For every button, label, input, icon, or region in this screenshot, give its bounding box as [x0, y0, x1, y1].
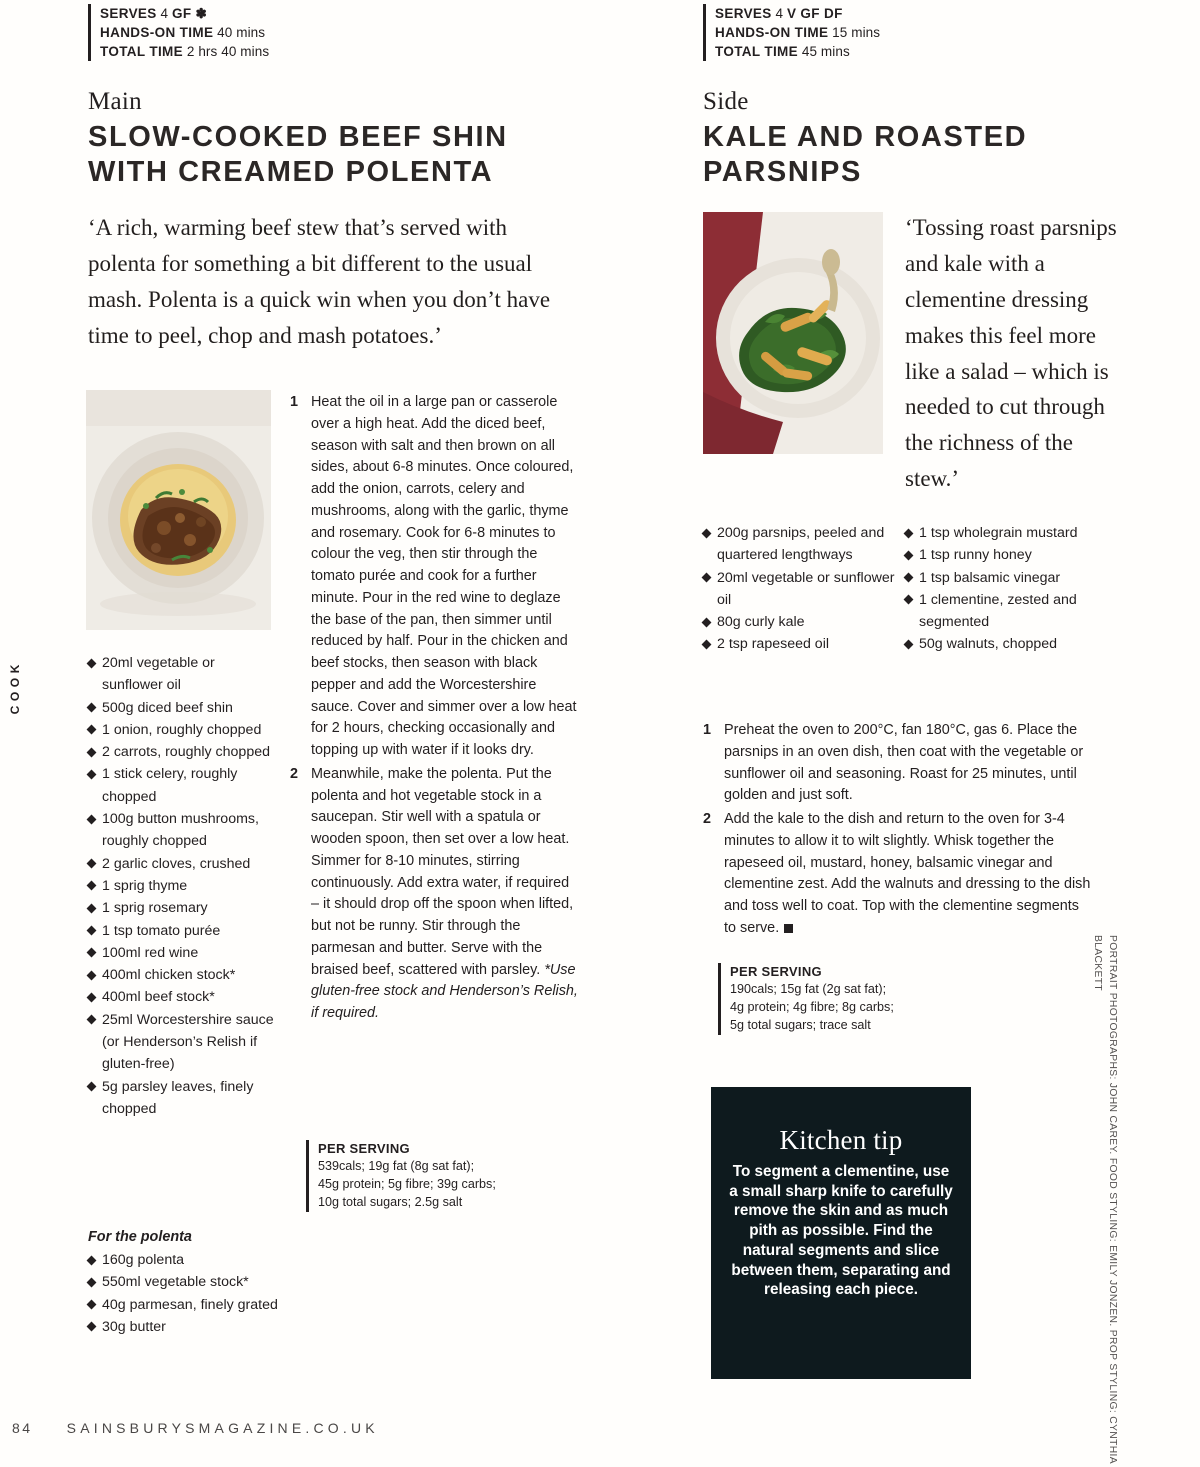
- main-kicker: Main: [88, 88, 142, 115]
- side-total-time-line: [715, 42, 1003, 61]
- diamond-bullet-icon: [87, 1082, 97, 1092]
- polenta-sub-ingredients-block: [88, 1216, 278, 1338]
- ingredient-text: 1 clementine, zested and segmented: [919, 591, 1077, 631]
- side-ingredients-list-col1: [703, 522, 898, 656]
- side-recipe-heading: [703, 88, 1103, 191]
- ingredient-item: [703, 567, 898, 612]
- ingredient-item: [88, 1249, 278, 1271]
- ingredient-text: 400ml chicken stock*: [102, 967, 236, 984]
- side-nutrition-block: [718, 963, 1038, 1035]
- diamond-bullet-icon: [904, 550, 914, 560]
- diamond-bullet-icon: [87, 747, 97, 757]
- magazine-url: SAINSBURYSMAGAZINE.CO.UK: [66, 1420, 379, 1436]
- main-nutrition-heading: PER SERVING: [318, 1141, 410, 1156]
- main-diet-tags: GF ✽: [171, 6, 208, 21]
- diamond-bullet-icon: [87, 948, 97, 958]
- side-diet-tags: V GF DF: [786, 6, 843, 21]
- main-serves-value: 4: [160, 6, 169, 21]
- diamond-bullet-icon: [87, 1300, 97, 1310]
- ingredient-text: 1 sprig thyme: [102, 877, 188, 894]
- ingredient-item: [88, 875, 278, 897]
- side-recipe-title: KALE AND ROASTED PARSNIPS: [703, 121, 1028, 189]
- ingredient-text: 40g parmesan, finely grated: [102, 1296, 278, 1313]
- side-method-list: [703, 720, 1093, 940]
- method-step: [703, 809, 1093, 940]
- ingredient-text: 1 onion, roughly chopped: [102, 721, 262, 738]
- side-ingredients-list-col2: [905, 522, 1105, 656]
- main-nutrition-line-1: 539cals; 19g fat (8g sat fat);: [318, 1159, 475, 1174]
- ingredient-text: 100g button mushrooms, roughly chopped: [102, 811, 259, 850]
- method-step: [290, 764, 580, 1025]
- diamond-bullet-icon: [87, 1255, 97, 1265]
- diamond-bullet-icon: [87, 859, 97, 869]
- diamond-bullet-icon: [87, 970, 97, 980]
- main-recipe-standfirst: ‘A rich, warming beef stew that’s served with polenta for something a bit different to the usual mash. Polenta is a quick win when you don’t have time to peel, chop and mash potatoes.’: [88, 215, 551, 348]
- step-number: 1: [703, 722, 712, 738]
- method-step: [703, 720, 1093, 807]
- kale-parsnips-photo-art: [703, 212, 883, 454]
- diamond-bullet-icon: [904, 573, 914, 583]
- side-hands-on-line: [715, 23, 1003, 42]
- diamond-bullet-icon: [87, 658, 97, 668]
- ingredient-item: [703, 633, 898, 655]
- ingredient-item: [88, 942, 278, 964]
- polenta-ingredients-list: [88, 1249, 278, 1338]
- ingredient-text: 400ml beef stock*: [102, 989, 215, 1006]
- main-hands-on-line: [100, 23, 388, 42]
- main-total-label: TOTAL TIME: [100, 44, 183, 60]
- main-nutrition-block: [306, 1140, 566, 1212]
- main-recipe-meta: [88, 4, 388, 61]
- diamond-bullet-icon: [702, 528, 712, 538]
- ingredient-item: [88, 920, 278, 942]
- main-hands-on-value: 40 mins: [217, 25, 266, 41]
- side-total-label: TOTAL TIME: [715, 44, 798, 60]
- main-total-value: 2 hrs 40 mins: [186, 44, 270, 60]
- side-nutrition-heading: PER SERVING: [730, 964, 822, 979]
- ingredient-text: 1 tsp wholegrain mustard: [919, 525, 1078, 541]
- diamond-bullet-icon: [702, 617, 712, 627]
- ingredient-text: 1 tsp runny honey: [919, 547, 1032, 564]
- side-hands-on-label: HANDS-ON TIME: [715, 25, 829, 41]
- side-hands-on-value: 15 mins: [832, 25, 881, 41]
- beef-shin-polenta-photo-art: [86, 390, 271, 630]
- diamond-bullet-icon: [904, 595, 914, 605]
- ingredient-item: [88, 741, 278, 763]
- side-serves-label: SERVES: [715, 6, 772, 21]
- photo-credits: PORTRAIT PHOTOGRAPHS: JOHN CAREY. FOOD STYLING: EMILY JONZEN. PROP STYLING: CYNTHIA BLACKETT: [1091, 935, 1118, 1464]
- page-number: 84: [12, 1420, 33, 1436]
- main-serves-line: [100, 4, 388, 23]
- diamond-bullet-icon: [87, 903, 97, 913]
- ingredient-text: 1 tsp tomato purée: [102, 922, 221, 939]
- main-method-list: [290, 392, 580, 1025]
- kitchen-tip-box: [711, 1087, 971, 1379]
- diamond-bullet-icon: [87, 703, 97, 713]
- step-text: Meanwhile, make the polenta. Put the polenta and hot vegetable stock in a saucepan. Stir well with a spatula or wooden spoon, then set over a low heat. Simmer for 8-10 minutes, stirring continuously. Add extra water, if required – it should drop off the spoon when lifted, but not be runny. Stir through the parmesan and butter. Serve with the braised beef, scattered with parsley.: [311, 765, 574, 978]
- end-of-article-icon: [784, 924, 793, 933]
- ingredient-text: 25ml Worcestershire sauce (or Henderson’s Relish if gluten-free): [102, 1011, 274, 1073]
- ingredient-item: [905, 567, 1105, 589]
- main-nutrition-line-2: 45g protein; 5g fibre; 39g carbs;: [318, 1177, 496, 1192]
- ingredient-item: [905, 589, 1105, 634]
- kitchen-tip-body: To segment a clementine, use a small sharp knife to carefully remove the skin and as much pith as possible. Find the natural segments and slice between them, separating and releasing each piece.: [729, 1163, 953, 1299]
- diamond-bullet-icon: [87, 881, 97, 891]
- side-kicker: Side: [703, 88, 749, 115]
- side-total-value: 45 mins: [801, 44, 850, 60]
- ingredient-item: [88, 1076, 278, 1121]
- diamond-bullet-icon: [702, 640, 712, 650]
- side-recipe-meta: [703, 4, 1003, 61]
- ingredient-text: 200g parsnips, peeled and quartered lengthways: [717, 525, 885, 564]
- ingredient-item: [88, 1009, 278, 1076]
- ingredient-item: [703, 611, 898, 633]
- ingredient-text: 1 stick celery, roughly chopped: [102, 766, 238, 805]
- main-recipe-title: SLOW-COOKED BEEF SHIN WITH CREAMED POLENTA: [88, 121, 508, 189]
- ingredient-item: [88, 719, 278, 741]
- step-number: 2: [703, 811, 712, 827]
- side-serves-line: [715, 4, 1003, 23]
- method-footnote: *Use gluten-free stock and Henderson’s Relish, if required.: [311, 961, 578, 1021]
- diamond-bullet-icon: [904, 528, 914, 538]
- main-method-block: [290, 392, 580, 1027]
- main-serves-label: SERVES: [100, 6, 157, 21]
- step-text: Add the kale to the dish and return to the oven for 3-4 minutes to allow it to wilt slightly. Whisk together the rapeseed oil, mustard, honey, balsamic vinegar and clementine zest. Add the walnuts and dressing to the dish and toss well to coat. Top with the clementine segments to serve.: [724, 811, 1091, 936]
- kale-parsnips-photo: [703, 212, 883, 454]
- diamond-bullet-icon: [87, 1015, 97, 1025]
- ingredient-item: [703, 522, 898, 567]
- step-text: Preheat the oven to 200°C, fan 180°C, gas 6. Place the parsnips in an oven dish, then coat with the vegetable or sunflower oil and seasoning. Roast for 25 minutes, until golden and just soft.: [724, 722, 1084, 804]
- kitchen-tip-title: Kitchen tip: [779, 1125, 903, 1155]
- ingredient-item: [88, 853, 278, 875]
- ingredient-item: [88, 1294, 278, 1316]
- ingredient-text: 20ml vegetable or sunflower oil: [102, 655, 215, 694]
- diamond-bullet-icon: [87, 1322, 97, 1332]
- ingredient-item: [88, 1271, 278, 1293]
- ingredient-text: 2 tsp rapeseed oil: [717, 636, 829, 653]
- diamond-bullet-icon: [904, 640, 914, 650]
- ingredient-item: [88, 986, 278, 1008]
- ingredient-text: 1 tsp balsamic vinegar: [919, 569, 1061, 586]
- main-recipe-heading: [88, 88, 558, 191]
- method-step: [290, 392, 580, 762]
- side-method-block: [703, 720, 1093, 942]
- step-number: 2: [290, 765, 299, 782]
- ingredient-item: [88, 897, 278, 919]
- ingredient-text: 500g diced beef shin: [102, 699, 233, 716]
- ingredient-text: 160g polenta: [102, 1252, 185, 1268]
- ingredient-text: 30g butter: [102, 1318, 166, 1335]
- ingredient-text: 1 sprig rosemary: [102, 900, 208, 917]
- side-nutrition-line-3: 5g total sugars; trace salt: [730, 1018, 871, 1033]
- ingredient-item: [88, 1316, 278, 1338]
- ingredient-text: 80g curly kale: [717, 614, 805, 631]
- diamond-bullet-icon: [87, 1277, 97, 1287]
- ingredient-text: 2 carrots, roughly chopped: [102, 744, 270, 761]
- side-serves-value: 4: [775, 6, 784, 21]
- ingredient-text: 550ml vegetable stock*: [102, 1274, 249, 1291]
- diamond-bullet-icon: [87, 926, 97, 936]
- side-nutrition-line-1: 190cals; 15g fat (2g sat fat);: [730, 982, 887, 997]
- page-footer: [12, 1420, 379, 1436]
- side-nutrition-line-2: 4g protein; 4g fibre; 8g carbs;: [730, 1000, 894, 1015]
- diamond-bullet-icon: [87, 993, 97, 1003]
- main-nutrition-line-3: 10g total sugars; 2.5g salt: [318, 1195, 463, 1210]
- ingredient-item: [905, 544, 1105, 566]
- main-total-time-line: [100, 42, 388, 61]
- ingredient-item: [88, 964, 278, 986]
- ingredient-text: 20ml vegetable or sunflower oil: [717, 569, 895, 608]
- ingredient-text: 50g walnuts, chopped: [919, 636, 1058, 653]
- ingredient-item: [88, 763, 278, 808]
- polenta-subsection-heading: For the polenta: [88, 1229, 192, 1245]
- main-ingredients-list: [88, 652, 278, 1120]
- side-recipe-standfirst: ‘Tossing roast parsnips and kale with a clementine dressing makes this feel more like a salad – which is needed to cut through the richness of the stew.’: [905, 215, 1117, 492]
- ingredient-item: [88, 808, 278, 853]
- ingredient-text: 100ml red wine: [102, 944, 199, 961]
- main-hands-on-label: HANDS-ON TIME: [100, 25, 214, 41]
- diamond-bullet-icon: [702, 573, 712, 583]
- ingredient-item: [905, 633, 1105, 655]
- beef-shin-polenta-photo: [86, 390, 271, 630]
- ingredient-item: [88, 697, 278, 719]
- step-text: Heat the oil in a large pan or casserole over a high heat. Add the diced beef, season with salt and then brown on all sides, about 6-8 minutes. Once coloured, add the onion, carrots, celery and mushrooms, along with the garlic, thyme and rosemary. Cook for 6-8 minutes to colour the veg, then stir through the tomato purée and cook for a further minute. Pour in the red wine to deglaze the base of the pan, then simmer until reduced by half. Pour in the chicken and beef stocks, then season with black pepper and add the Worcestershire sauce. Cover and simmer over a low heat for 2 hours, checking occasionally and topping up with water if it looks dry.: [311, 394, 577, 758]
- diamond-bullet-icon: [87, 814, 97, 824]
- diamond-bullet-icon: [87, 770, 97, 780]
- section-tab-cook: COOK: [8, 660, 22, 715]
- ingredient-text: 5g parsley leaves, finely chopped: [102, 1078, 254, 1117]
- ingredient-item: [88, 652, 278, 697]
- diamond-bullet-icon: [87, 725, 97, 735]
- ingredient-text: 2 garlic cloves, crushed: [102, 855, 251, 872]
- ingredient-item: [905, 522, 1105, 544]
- step-number: 1: [290, 394, 299, 410]
